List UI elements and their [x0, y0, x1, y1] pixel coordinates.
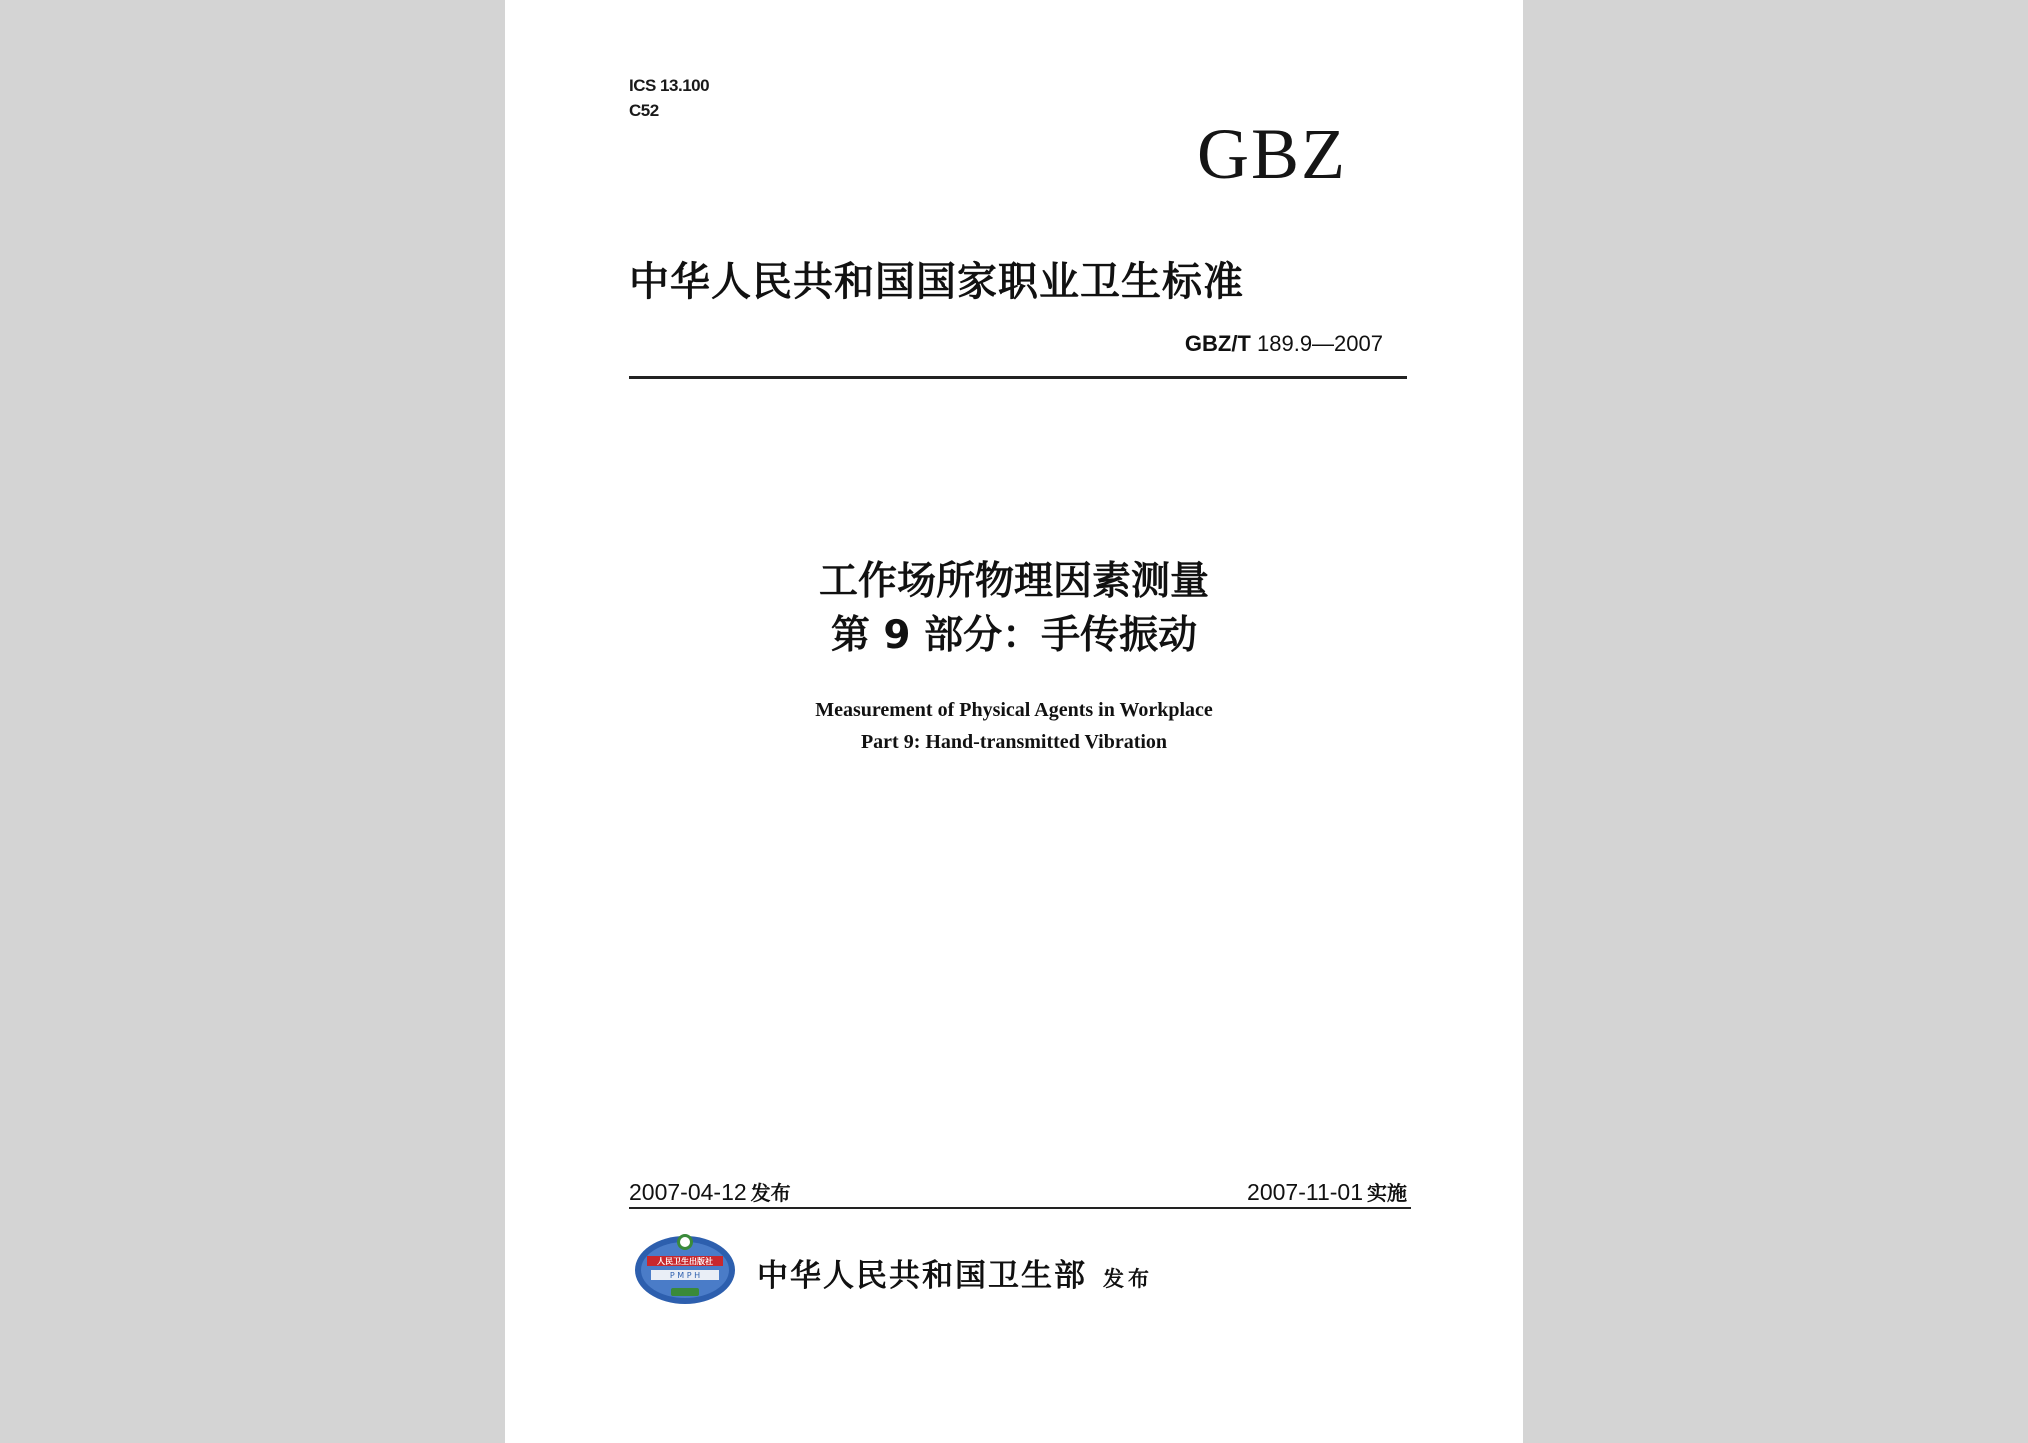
- document-title-english: [505, 694, 1523, 758]
- issue-date-suffix: 发布: [750, 1181, 791, 1205]
- document-page: [505, 0, 1523, 1443]
- seal-letters: P M P H: [669, 1271, 701, 1280]
- standard-category-title: 中华人民共和国国家职业卫生标准: [629, 259, 1244, 305]
- issue-date: [629, 1177, 791, 1206]
- document-title-chinese: [505, 555, 1523, 663]
- title-en-line-1: Measurement of Physical Agents in Workplace: [815, 699, 1213, 721]
- implementation-date: [1247, 1177, 1407, 1206]
- ics-code: ICS 13.100: [629, 76, 710, 95]
- title-en-line-2: Part 9: Hand-transmitted Vibration: [860, 731, 1168, 753]
- standard-number-value: 189.9—2007: [1257, 331, 1383, 356]
- publisher-name-text: 中华人民共和国卫生部: [757, 1258, 1087, 1294]
- implementation-date-suffix: 实施: [1367, 1181, 1407, 1205]
- ccs-code: C52: [629, 101, 659, 120]
- title-zh-line-1: 工作场所物理因素测量: [818, 559, 1209, 604]
- publisher-seal-icon: [633, 1226, 737, 1308]
- standard-brand-logo: GBZ: [1197, 114, 1347, 194]
- title-zh-line-2: 第 9 部分：手传振动: [830, 613, 1198, 658]
- issue-date-value: 2007-04-12: [629, 1179, 747, 1205]
- publisher-suffix: 发布: [1103, 1267, 1153, 1291]
- publisher-name: [757, 1250, 1153, 1295]
- standard-number: [1185, 331, 1383, 357]
- header-divider: [629, 376, 1407, 379]
- standard-number-prefix: GBZ/T: [1184, 331, 1251, 356]
- seal-text: 人民卫生出版社: [657, 1257, 713, 1266]
- implementation-date-value: 2007-11-01: [1247, 1179, 1363, 1205]
- footer-divider: [629, 1207, 1411, 1209]
